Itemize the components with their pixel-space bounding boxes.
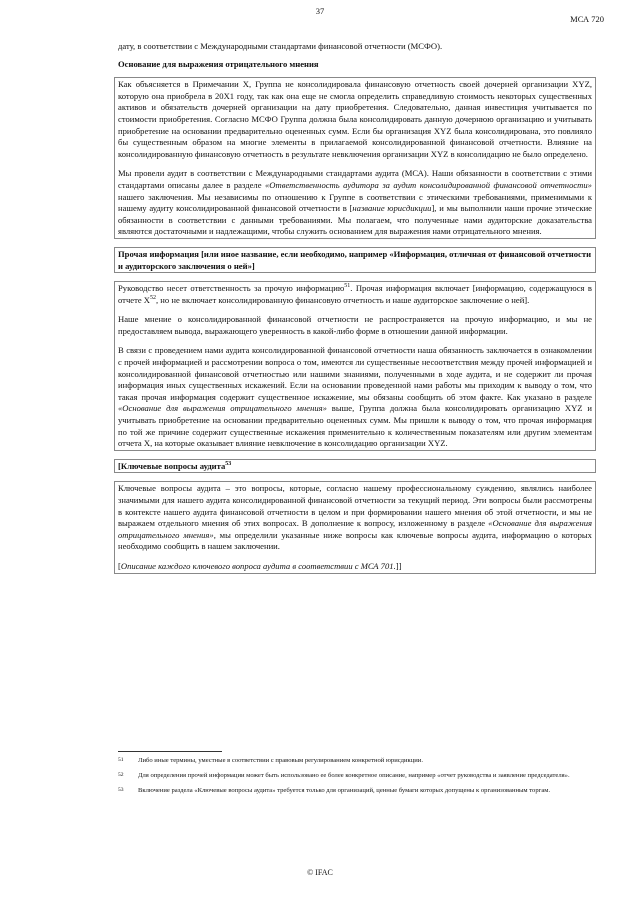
kam-heading-box bbox=[114, 459, 596, 474]
footnote-text: Либо иные термины, уместные в соответствии с правовым регулированием конкретной юрисдикции. bbox=[138, 757, 423, 764]
basis-section bbox=[114, 77, 596, 239]
other-info-heading: Прочая информация [или иное название, если необходимо, например «Информация, отличная от финансовой отчетности и аудиторского заключения о ней»] bbox=[118, 248, 592, 271]
kam-paragraph-1: Ключевые вопросы аудита – это вопросы, которые, согласно нашему профессиональному суждению, являлись наиболее значимыми для нашего аудита консолидированной финансовой отчетности за текущий период. Эти вопросы были рассмотрены в контексте нашего аудита финансовой отчетности в целом и при формировании нашего мнения об этой отчетности, и мы не выражаем отдельного мнения об этих вопросах. В дополнение к вопросу, изложенному в разделе «Основание для выражения отрицательного мнения», мы определили указанные ниже вопросы как ключевые вопросы аудита, информацию о которых необходимо сообщить в нашем заключении. bbox=[118, 483, 592, 552]
footnote bbox=[118, 786, 592, 795]
document-code: МСА 720 bbox=[570, 14, 604, 24]
other-info-heading-box bbox=[114, 247, 596, 273]
copyright: © IFAC bbox=[307, 868, 333, 877]
document-body bbox=[118, 41, 592, 582]
other-info-paragraph-1: Руководство несет ответственность за прочую информацию$^{51}$. Прочая информация включает [информацию, содержащуюся в отчете $X^{52}$, но не включает консолидированную финансовую отчетность и наше аудиторское заключение о ней]. bbox=[118, 283, 592, 305]
kam-section bbox=[114, 481, 596, 573]
footnote-ref-53: 53 bbox=[225, 460, 232, 467]
footnote-ref-52: 52 bbox=[150, 294, 156, 301]
footnote-divider bbox=[118, 751, 222, 752]
footnote-text: Для определения прочей информации может быть использовано ее более конкретное описание, например «отчет руководства и заявление председателя». bbox=[138, 772, 570, 779]
basis-paragraph-1: Как объясняется в Примечании Х, Группа не консолидировала финансовую отчетность своей дочерней организации XYZ, которую она приобрела в 20X1 году, так как она еще не смогла определить справедливую стоимость некоторых существенных активов и обязательств дочерней организации на дату приобретения. Следовательно, данная инвестиция учитывается по стоимости приобретения. Согласно МСФО Группа должна была консолидировать данную дочернюю организацию и учитывать приобретение на основании предварительно оцененных сумм. Если бы организация XYZ была консолидирована, это повлияло бы существенным образом на многие элементы в прилагаемой консолидированной финансовой отчетности. Влияние на консолидированную финансовую отчетность в результате невключения организации XYZ в консолидацию не было определено. bbox=[118, 79, 592, 159]
other-info-paragraph-2: Наше мнение о консолидированной финансовой отчетности не распространяется на прочую информацию, и мы не предоставляем вывода, выражающего уверенность в какой-либо форме в отношении данной информации. bbox=[118, 314, 592, 336]
kam-paragraph-2: [Описание каждого ключевого вопроса аудита в соответствии с МСА 701.]] bbox=[118, 560, 402, 571]
intro-paragraph: дату, в соответствии с Международными стандартами финансовой отчетности (МСФО). bbox=[118, 41, 443, 51]
footnote-number: 53 bbox=[118, 787, 124, 793]
other-info-section bbox=[114, 281, 596, 451]
page-number: 37 bbox=[315, 6, 325, 16]
footnote-number: 51 bbox=[118, 757, 124, 763]
other-info-paragraph-3: В связи с проведением нами аудита консолидированной финансовой отчетности наша обязанность заключается в ознакомлении с прочей информацией и рассмотрении вопроса о том, имеются ли существенные несоответствия между прочей информацией и консолидированной финансовой отчетностью или нашими знаниями, полученными в ходе аудита, и не содержит ли прочая информация иных существенных искажений. Если на основании проведенной нами работы мы приходим к выводу о том, что такая прочая информация содержит существенное искажение, мы обязаны сообщить об этом факте. Как указано в разделе «Основание для выражения отрицательного мнения» выше, Группа должна была консолидировать организацию XYZ и учитывать приобретение на основании предварительно оцененных сумм. Мы пришли к выводу о том, что прочая информация по той же причине содержит существенные искажения применительно к количественным показателям или другим элементам отчета X, на которые оказывает влияние невключение в консолидацию организации XYZ. bbox=[118, 345, 592, 449]
kam-heading: [Ключевые вопросы аудита$^{53}$ bbox=[118, 460, 232, 471]
basis-paragraph-2: Мы провели аудит в соответствии с Международными стандартами аудита (МСА). Наши обязанности в соответствии с этими стандартами описаны далее в разделе «Ответственность аудитора за аудит консолидированной финансовой отчетности» нашего заключения. Мы независимы по отношению к Группе в соответствии с этическими требованиями, применимыми к нашему аудиту консолидированной финансовой отчетности в [название юрисдикции], и мы выполнили наши прочие этические обязанности в соответствии с данными требованиями. Мы полагаем, что полученные нами аудиторские доказательства являются достаточными и надлежащими, чтобы служить основанием для выражения нами отрицательного мнения. bbox=[118, 168, 592, 237]
basis-heading: Основание для выражения отрицательного мнения bbox=[118, 58, 319, 69]
footnotes bbox=[118, 756, 592, 801]
footnote-text: Включение раздела «Ключевые вопросы аудита» требуется только для организаций, ценные бумаги которых допущены к организованным торгам. bbox=[138, 787, 551, 794]
footnote-number: 52 bbox=[118, 772, 124, 778]
footnote bbox=[118, 771, 592, 780]
footnote bbox=[118, 756, 592, 765]
footnote-ref-51: 51 bbox=[344, 283, 351, 290]
